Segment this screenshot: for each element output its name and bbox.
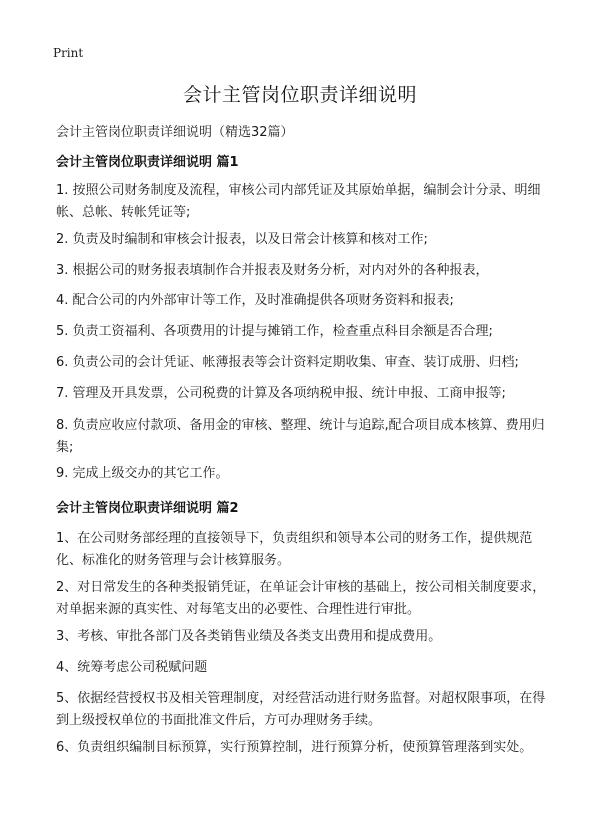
- list-item: 1. 按照公司财务制度及流程，审核公司内部凭证及其原始单据，编制会计分录、明细帐、总帐、转帐凭证等;: [56, 183, 541, 220]
- list-item: 8. 负责应收应付款项、备用金的审核、整理、统计与追踪,配合项目成本核算、费用归集;: [56, 418, 545, 455]
- list-item: 6、负责组织编制目标预算，实行预算控制，进行预算分析，使预算管理落到实处。: [56, 740, 533, 755]
- page-title: 会计主管岗位职责详细说明: [182, 84, 417, 106]
- page-subtitle: 会计主管岗位职责详细说明（精选32篇）: [56, 125, 294, 140]
- list-item: 3. 根据公司的财务报表填制作合并报表及财务分析，对内对外的各种报表，: [56, 263, 489, 278]
- list-item: 5. 负责工资福利、各项费用的计提与摊销工作，检查重点科目余额是否合理;: [56, 324, 493, 339]
- list-item: 9. 完成上级交办的其它工作。: [56, 466, 229, 481]
- list-item: 4、统筹考虑公司税赋问题: [56, 660, 208, 675]
- section-heading-1: 会计主管岗位职责详细说明 篇1: [56, 155, 239, 170]
- list-item: 3、考核、审批各部门及各类销售业绩及各类支出费用和提成费用。: [56, 629, 442, 644]
- list-item: 2. 负责及时编制和审核会计报表，以及日常会计核算和核对工作;: [56, 232, 428, 247]
- list-item: 1、在公司财务部经理的直接领导下，负责组织和领导本公司的财务工作，提供规范化、标准化的财务管理与会计核算服务。: [56, 531, 533, 568]
- print-link[interactable]: Print: [53, 46, 84, 60]
- list-item: 7. 管理及开具发票，公司税费的计算及各项纳税申报、统计申报、工商申报等;: [56, 386, 506, 401]
- list-item: 5、依据经营授权书及相关管理制度，对经营活动进行财务监督。对超权限事项，在得到上级授权单位的书面批准文件后，方可办理财务手续。: [56, 691, 546, 728]
- list-item: 4. 配合公司的内外部审计等工作，及时准确提供各项财务资料和报表;: [56, 293, 454, 308]
- list-item: 6. 负责公司的会计凭证、帐薄报表等会计资料定期收集、审查、装订成册、归档;: [56, 355, 519, 370]
- section-heading-2: 会计主管岗位职责详细说明 篇2: [56, 501, 239, 516]
- list-item: 2、对日常发生的各种类报销凭证，在单证会计审核的基础上，按公司相关制度要求，对单据来源的真实性、对每笔支出的必要性、合理性进行审批。: [56, 580, 546, 617]
